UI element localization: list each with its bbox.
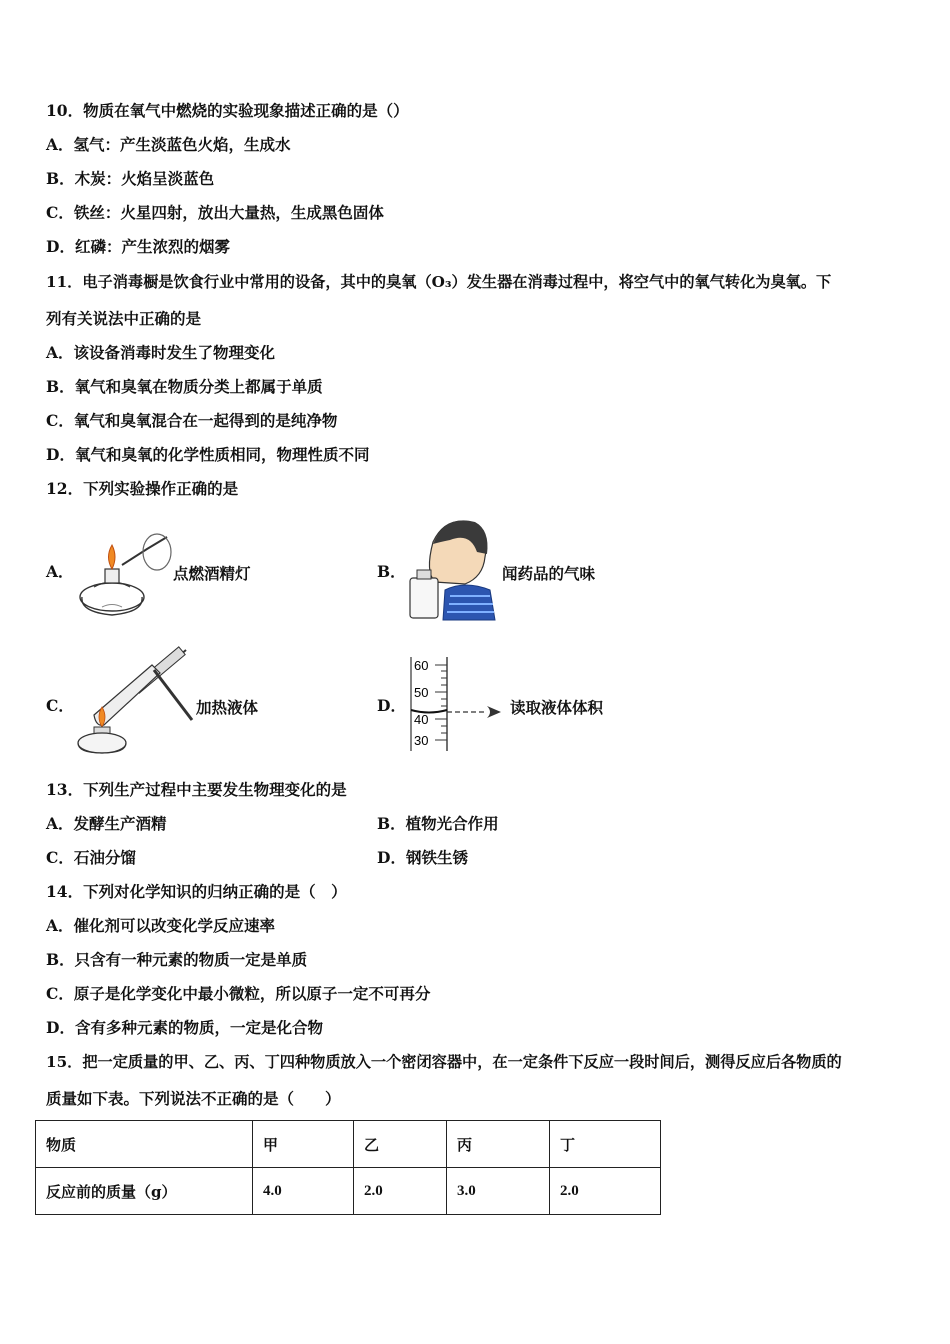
q15-mass-table: [35, 1120, 661, 1215]
q10-option-c: C．铁丝：火星四射，放出大量热，生成黑色固体: [46, 203, 384, 222]
table-cell: 4.0: [253, 1168, 354, 1215]
q14-stem: 14．下列对化学知识的归纳正确的是（ ）: [46, 882, 347, 901]
table-cell: 反应前的质量（g）: [36, 1168, 253, 1215]
q11-option-b: B．氧气和臭氧在物质分类上都属于单质: [46, 377, 323, 396]
q12-stem: 12．下列实验操作正确的是: [46, 479, 239, 498]
q12-option-a-letter: A．: [46, 562, 74, 581]
q14-option-c: C．原子是化学变化中最小微粒，所以原子一定不可再分: [46, 984, 431, 1003]
q10-option-b: B．木炭：火焰呈淡蓝色: [46, 169, 215, 188]
table-cell: 2.0: [550, 1168, 661, 1215]
q12-option-c-letter: C．: [46, 696, 74, 715]
table-header-cell: 甲: [253, 1121, 354, 1168]
q13-stem: 13．下列生产过程中主要发生物理变化的是: [46, 780, 347, 799]
q12-option-d-caption: 读取液体体积: [510, 698, 604, 717]
cylinder-mark-40: 40: [414, 712, 429, 727]
q12-option-c-caption: 加热液体: [196, 698, 259, 717]
q12-option-b-caption: 闻药品的气味: [502, 564, 596, 583]
q10-option-d: D．红磷：产生浓烈的烟雾: [46, 237, 230, 256]
q11-option-d: D．氧气和臭氧的化学性质相同，物理性质不同: [46, 445, 370, 464]
heating-liquid-figure: [74, 645, 194, 755]
table-header-cell: 丁: [550, 1121, 661, 1168]
cylinder-mark-30: 30: [414, 733, 429, 748]
q15-stem-line1: 15．把一定质量的甲、乙、丙、丁四种物质放入一个密闭容器中，在一定条件下反应一段时间后，测得反应后各物质的: [46, 1053, 842, 1071]
table-header-row: [36, 1121, 661, 1168]
cylinder-mark-50: 50: [414, 685, 429, 700]
q12-option-d-letter: D．: [377, 696, 406, 715]
table-cell: 3.0: [447, 1168, 550, 1215]
graduated-cylinder-figure: [405, 655, 505, 755]
q11-stem-line2: 列有关说法中正确的是: [46, 309, 202, 328]
q14-option-b: B．只含有一种元素的物质一定是单质: [46, 950, 308, 969]
table-header-cell: 乙: [354, 1121, 447, 1168]
q14-option-d: D．含有多种元素的物质，一定是化合物: [46, 1018, 323, 1037]
q12-option-a-caption: 点燃酒精灯: [173, 564, 251, 583]
table-header-cell: 物质: [36, 1121, 253, 1168]
q13-option-a: A．发酵生产酒精: [46, 814, 167, 833]
q13-option-d: D．钢铁生锈: [377, 848, 468, 867]
q13-option-b: B．植物光合作用: [377, 814, 499, 833]
q10-stem: 10．物质在氧气中燃烧的实验现象描述正确的是（）: [46, 101, 409, 120]
q11-option-c: C．氧气和臭氧混合在一起得到的是纯净物: [46, 411, 338, 430]
alcohol-lamp-lighting-figure: [72, 527, 172, 622]
table-row: [36, 1168, 661, 1215]
smelling-chemical-figure: [405, 512, 497, 622]
q10-option-a: A．氢气：产生淡蓝色火焰，生成水: [46, 135, 291, 154]
q11-option-a: A．该设备消毒时发生了物理变化: [46, 343, 276, 362]
cylinder-mark-60: 60: [414, 658, 429, 673]
q13-option-c: C．石油分馏: [46, 848, 136, 867]
q14-option-a: A．催化剂可以改变化学反应速率: [46, 916, 276, 935]
table-cell: 2.0: [354, 1168, 447, 1215]
q11-stem-line1: 11．电子消毒橱是饮食行业中常用的设备，其中的臭氧（O₃）发生器在消毒过程中，将空气中的氧气转化为臭氧。下: [46, 273, 832, 291]
q12-option-b-letter: B．: [377, 562, 406, 581]
table-header-cell: 丙: [447, 1121, 550, 1168]
q15-stem-line2: 质量如下表。下列说法不正确的是（ ）: [46, 1089, 341, 1108]
